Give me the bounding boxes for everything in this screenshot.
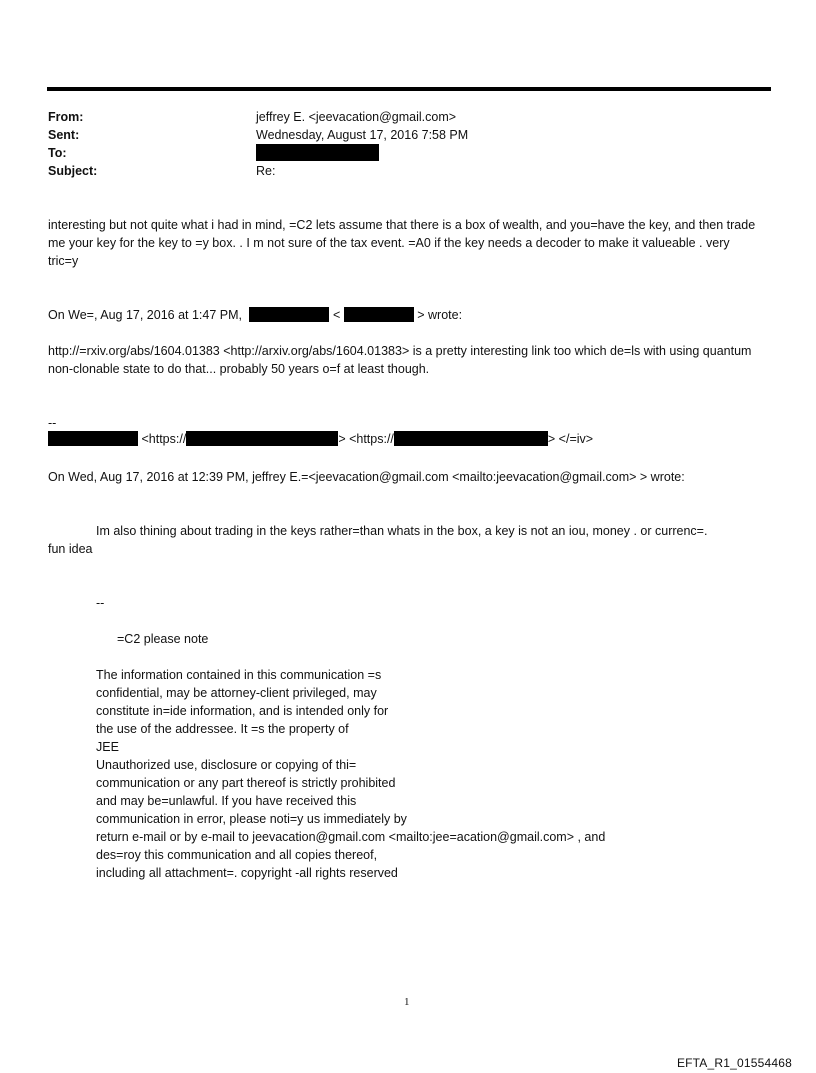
header-rule [47, 87, 771, 91]
disclaimer-line: and may be=unlawful. If you have received this [96, 794, 357, 808]
disclaimer-line: des=roy this communication and all copies thereof, [96, 848, 378, 862]
body-paragraph-3: Im also thining about trading in the keys rather=than whats in the box, a key is not an iou, money . or currenc=. [96, 524, 708, 538]
from-value: jeffrey E. <jeevacation@gmail.com> [256, 110, 457, 124]
disclaimer-line: confidential, may be attorney-client privileged, may [96, 686, 377, 700]
quote-line-1 [48, 306, 778, 324]
body-paragraph-1: interesting but not quite what i had in mind, =C2 lets assume that there is a box of wealth, and you=have the key, and then trade me your key for the key to =y box. . I m not sure of the tax event. =A0 if the key needs a decoder to make it valueable . very tric=y [48, 218, 756, 268]
signature-line [48, 430, 778, 448]
quote-line-2: On Wed, Aug 17, 2016 at 12:39 PM, jeffrey E.=<jeevacation@gmail.com <mailto:jeevacation@gmail.com> > wrote: [48, 470, 685, 484]
disclaimer-line: Unauthorized use, disclosure or copying of thi= [96, 758, 357, 772]
page-number: 1 [404, 996, 410, 1008]
from-label: From: [48, 110, 84, 124]
subject-value: Re: [256, 164, 276, 178]
signature-link-2: > <https:// [338, 432, 394, 446]
disclaimer-line: the use of the addressee. It =s the property of [96, 722, 349, 736]
redaction-box [394, 431, 548, 446]
to-label: To: [48, 146, 67, 160]
quote-1-prefix: On We=, Aug 17, 2016 at 1:47 PM, [48, 308, 242, 322]
disclaimer-line: communication or any part thereof is strictly prohibited [96, 776, 396, 790]
disclaimer-line: return e-mail or by e-mail to jeevacation@gmail.com <mailto:jee=acation@gmail.com> , and [96, 830, 606, 844]
redaction-box [256, 144, 379, 161]
sent-label: Sent: [48, 128, 80, 142]
document-id: EFTA_R1_01554468 [676, 1056, 792, 1070]
disclaimer-line: including all attachment=. copyright -all rights reserved [96, 866, 398, 880]
disclaimer-line: communication in error, please noti=y us immediately by [96, 812, 407, 826]
body-paragraph-3-cont: fun idea [48, 542, 93, 556]
please-note: =C2 please note [117, 632, 209, 646]
disclaimer-line: constitute in=ide information, and is intended only for [96, 704, 389, 718]
signature-dashes: -- [48, 416, 57, 430]
to-value [256, 144, 379, 163]
redaction-box [249, 307, 329, 322]
redaction-box [344, 307, 414, 322]
quote-1-lt: < [332, 308, 341, 322]
signature-link-1: <https:// [141, 432, 187, 446]
sent-value: Wednesday, August 17, 2016 7:58 PM [256, 128, 469, 142]
redaction-box [48, 431, 138, 446]
disclaimer-line: The information contained in this communication =s [96, 668, 382, 682]
separator-dashes: -- [96, 596, 105, 610]
signature-end: > </=iv> [547, 432, 594, 446]
disclaimer-line: JEE [96, 740, 119, 754]
redaction-box [186, 431, 338, 446]
quote-1-suffix: > wrote: [417, 308, 463, 322]
subject-label: Subject: [48, 164, 98, 178]
body-paragraph-2: http://=rxiv.org/abs/1604.01383 <http://arxiv.org/abs/1604.01383> is a pretty interesting link too which de=ls with using quantum non-clonable state to do that... probably 50 years o=f at least though. [48, 344, 752, 376]
